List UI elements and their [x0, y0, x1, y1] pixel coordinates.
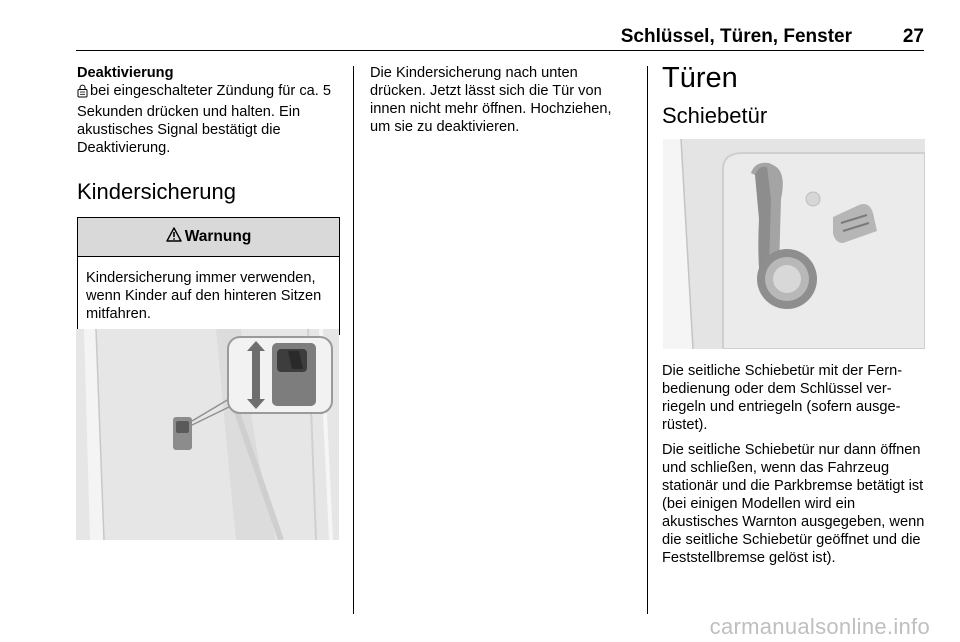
warning-triangle-icon — [166, 227, 182, 247]
deactivation-paragraph — [77, 82, 339, 157]
column-divider-right — [647, 66, 648, 614]
middle-column — [370, 64, 632, 136]
section-title-child-lock: Kindersicherung — [77, 179, 236, 204]
lock-button-icon — [77, 84, 88, 103]
chapter-title-doors: Türen — [662, 62, 738, 94]
warning-box — [77, 217, 340, 335]
page-header-title: Schlüssel, Türen, Fenster — [620, 26, 852, 47]
sliding-door-paragraph-2: Die seitliche Schiebetür nur dann öffnen und schließen, wenn das Fahrzeug stationär und die Parkbremse betätigt ist (bei einigen Modellen wird ein akustisches Warnton ausgegeben, wenn die seitliche Schiebetür geöffnet und die Feststellbremse gelöst ist). — [662, 442, 925, 566]
sliding-door-illustration — [663, 139, 925, 349]
section-title-sliding-door: Schiebetür — [662, 103, 768, 128]
subheading-deactivation: Deaktivierung — [77, 65, 174, 81]
sliding-door-text — [662, 362, 926, 567]
column-divider-left — [353, 66, 354, 614]
header-rule — [76, 50, 924, 51]
warning-text: Kindersicherung immer verwenden, wenn Kinder auf den hinteren Sitzen mitfahren. — [86, 270, 322, 322]
child-lock-instructions: Die Kindersicherung nach unten drücken. Jetzt lässt sich die Tür von innen nicht mehr öffnen. Hochziehen, um sie zu deaktivieren. — [370, 65, 612, 135]
deactivation-text: bei eingeschalteter Zündung für ca. 5 Sekunden drücken und halten. Ein akustisches Signal bestätigt die Deaktivierung. — [77, 83, 331, 156]
warning-header — [78, 218, 339, 257]
watermark: carmanualsonline.info — [709, 614, 930, 639]
child-lock-illustration — [76, 329, 339, 540]
warning-title: Warnung — [184, 228, 252, 245]
page-number: 27 — [902, 26, 924, 47]
sliding-door-paragraph-1: Die seitliche Schiebetür mit der Fernbedienung oder dem Schlüssel verriegeln und entriegeln (sofern ausgerüstet). — [662, 363, 903, 433]
right-column — [662, 62, 924, 140]
left-column — [77, 64, 339, 335]
